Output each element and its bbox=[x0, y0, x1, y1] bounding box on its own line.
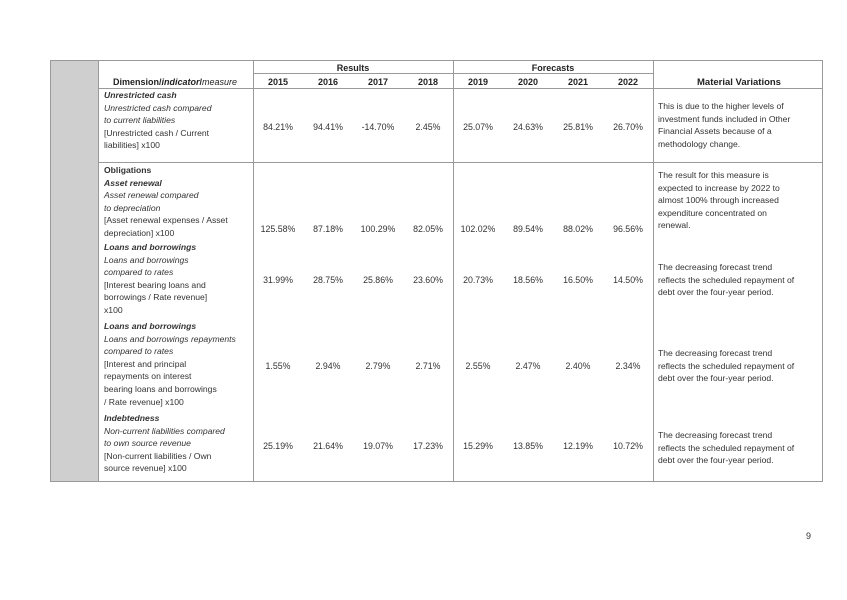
note-line: debt over the four-year period. bbox=[658, 373, 774, 384]
value-cell: 89.54% bbox=[513, 224, 543, 234]
forecasts-header: Forecasts bbox=[531, 63, 575, 73]
value-cell: 12.19% bbox=[563, 441, 593, 451]
value-cell: 2.79% bbox=[365, 361, 391, 371]
note-line: debt over the four-year period. bbox=[658, 455, 774, 466]
value-cell: 82.05% bbox=[413, 224, 443, 234]
dimension-group-title: Obligations bbox=[104, 165, 152, 175]
measure-description: compared to rates bbox=[104, 346, 174, 357]
measure-formula: [Non-current liabilities / Own bbox=[104, 450, 212, 461]
value-cell: 25.86% bbox=[363, 275, 393, 285]
note-line: reflects the scheduled repayment of bbox=[658, 360, 795, 371]
note-line: renewal. bbox=[658, 220, 691, 231]
value-cell: 87.18% bbox=[313, 224, 343, 234]
note-line: reflects the scheduled repayment of bbox=[658, 274, 795, 285]
note-line: almost 100% through increased bbox=[658, 195, 779, 206]
year-header: 2015 bbox=[267, 77, 289, 87]
value-cell: 2.55% bbox=[465, 361, 491, 371]
value-cell: 24.63% bbox=[513, 122, 543, 132]
measure-description: Loans and borrowings repayments bbox=[104, 333, 236, 344]
indicator-title: Asset renewal bbox=[104, 177, 162, 188]
measure-formula: [Asset renewal expenses / Asset bbox=[104, 215, 228, 226]
year-header: 2018 bbox=[417, 77, 439, 87]
indicator-title: Unrestricted cash bbox=[104, 90, 177, 100]
measure-description: Asset renewal compared bbox=[104, 190, 199, 201]
material-variation-note bbox=[658, 169, 818, 232]
dimension-header: Dimension/indicator/measure bbox=[113, 77, 238, 87]
note-line: expected to increase by 2022 to bbox=[658, 182, 780, 193]
value-cell: 2.34% bbox=[615, 361, 641, 371]
measure-formula: [Interest and principal bbox=[104, 358, 187, 369]
year-header: 2021 bbox=[567, 77, 589, 87]
value-cell: 28.75% bbox=[313, 275, 343, 285]
measure-formula: repayments on interest bbox=[104, 371, 192, 382]
note-line: expenditure concentrated on bbox=[658, 207, 767, 218]
note-line: methodology change. bbox=[658, 138, 741, 149]
year-header: 2022 bbox=[617, 77, 639, 87]
value-cell: 84.21% bbox=[263, 122, 293, 132]
indicator-label bbox=[104, 412, 254, 475]
value-cell: 17.23% bbox=[413, 441, 443, 451]
measure-formula: [Unrestricted cash / Current bbox=[104, 127, 210, 138]
value-cell: 96.56% bbox=[613, 224, 643, 234]
note-line: Financial Assets because of a bbox=[658, 126, 772, 137]
value-cell: -14.70% bbox=[361, 122, 395, 132]
measure-description: Unrestricted cash compared bbox=[104, 102, 212, 113]
measure-formula: source revenue] x100 bbox=[104, 463, 187, 474]
value-cell: 14.50% bbox=[613, 275, 643, 285]
indicator-label bbox=[104, 164, 254, 240]
year-header: 2017 bbox=[367, 77, 389, 87]
value-cell: 102.02% bbox=[460, 224, 496, 234]
measure-description: Non-current liabilities compared bbox=[104, 425, 225, 436]
note-line: This is due to the higher levels of bbox=[658, 101, 784, 111]
measure-formula: x100 bbox=[104, 304, 123, 315]
material-variation-note bbox=[658, 100, 818, 150]
value-cell: 94.41% bbox=[313, 122, 343, 132]
measure-formula: borrowings / Rate revenue] bbox=[104, 292, 208, 303]
value-cell: 2.45% bbox=[415, 122, 441, 132]
value-cell: 15.29% bbox=[463, 441, 493, 451]
note-line: The result for this measure is bbox=[658, 170, 769, 180]
value-cell: 19.07% bbox=[363, 441, 393, 451]
note-line: The decreasing forecast trend bbox=[658, 430, 773, 440]
value-cell: 2.47% bbox=[515, 361, 541, 371]
value-cell: 20.73% bbox=[463, 275, 493, 285]
indicator-label bbox=[104, 89, 254, 152]
note-line: reflects the scheduled repayment of bbox=[658, 442, 795, 453]
measure-formula: / Rate revenue] x100 bbox=[104, 396, 184, 407]
indicator-title: Loans and borrowings bbox=[104, 321, 197, 331]
value-cell: 2.94% bbox=[315, 361, 341, 371]
measure-description: to own source revenue bbox=[104, 438, 191, 449]
material-variation-note bbox=[658, 347, 818, 385]
value-cell: 2.71% bbox=[415, 361, 441, 371]
value-cell: 88.02% bbox=[563, 224, 593, 234]
material-variations-header: Material Variations bbox=[697, 77, 781, 88]
row-header-column bbox=[51, 61, 99, 481]
value-cell: 16.50% bbox=[563, 275, 593, 285]
value-cell: 25.81% bbox=[563, 122, 593, 132]
measure-formula: liabilities] x100 bbox=[104, 140, 160, 151]
measure-description: compared to rates bbox=[104, 267, 174, 278]
page-number: 9 bbox=[806, 531, 812, 541]
year-header: 2016 bbox=[317, 77, 339, 87]
value-cell: 21.64% bbox=[313, 441, 343, 451]
note-line: investment funds included in Other bbox=[658, 113, 791, 124]
value-cell: 18.56% bbox=[513, 275, 543, 285]
note-line: The decreasing forecast trend bbox=[658, 348, 773, 358]
measure-description: to depreciation bbox=[104, 202, 161, 213]
value-cell: 10.72% bbox=[613, 441, 643, 451]
value-cell: 1.55% bbox=[265, 361, 291, 371]
indicator-title: Loans and borrowings bbox=[104, 242, 197, 252]
indicator-label bbox=[104, 320, 254, 408]
measure-formula: [Interest bearing loans and bbox=[104, 279, 206, 290]
note-line: The decreasing forecast trend bbox=[658, 262, 773, 272]
value-cell: 25.19% bbox=[263, 441, 293, 451]
results-header: Results bbox=[336, 63, 370, 73]
value-cell: 100.29% bbox=[360, 224, 396, 234]
note-line: debt over the four-year period. bbox=[658, 287, 774, 298]
value-cell: 25.07% bbox=[463, 122, 493, 132]
indicator-label bbox=[104, 241, 254, 317]
value-cell: 125.58% bbox=[260, 224, 296, 234]
material-variation-note bbox=[658, 261, 818, 299]
value-cell: 23.60% bbox=[413, 275, 443, 285]
material-variation-note bbox=[658, 429, 818, 467]
year-header: 2020 bbox=[517, 77, 539, 87]
value-cell: 31.99% bbox=[263, 275, 293, 285]
value-cell: 13.85% bbox=[513, 441, 543, 451]
measure-description: to current liabilities bbox=[104, 115, 176, 126]
financial-indicators-table bbox=[50, 60, 823, 482]
measure-description: Loans and borrowings bbox=[104, 254, 189, 265]
year-header: 2019 bbox=[467, 77, 489, 87]
value-cell: 2.40% bbox=[565, 361, 591, 371]
measure-formula: depreciation] x100 bbox=[104, 227, 175, 238]
indicator-title: Indebtedness bbox=[104, 413, 160, 423]
measure-formula: bearing loans and borrowings bbox=[104, 383, 217, 394]
value-cell: 26.70% bbox=[613, 122, 643, 132]
